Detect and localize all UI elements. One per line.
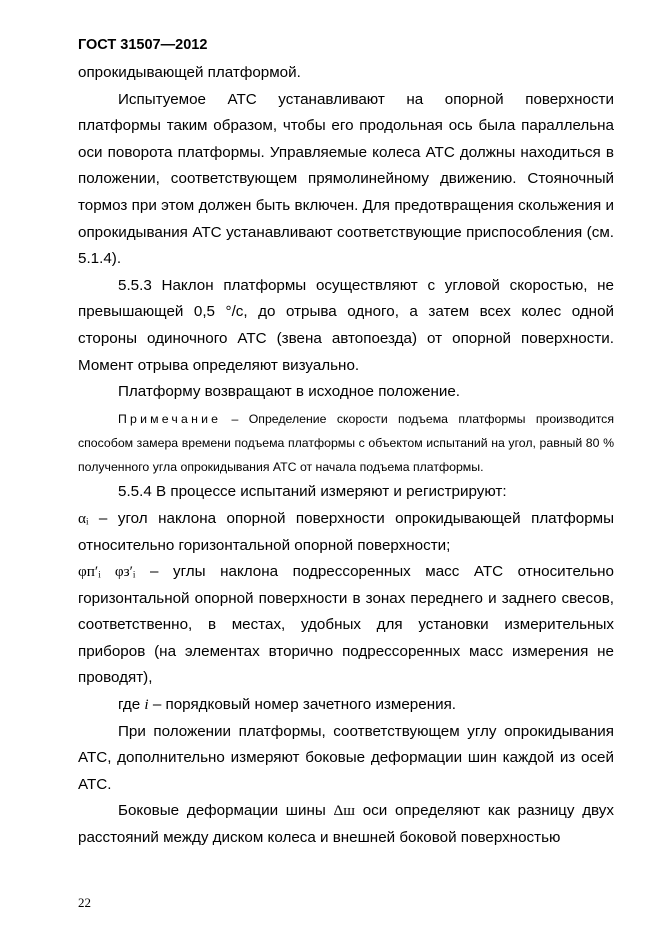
index-symbol: i xyxy=(144,696,149,714)
note-label: Примечание xyxy=(118,411,222,426)
deformation-definition: оси определяют как разницу двух расстояний между диском колеса и внешней боковой поверхностью xyxy=(78,802,614,847)
paragraph-alpha xyxy=(78,506,614,559)
note-text: – Определение скорости подъема платформы производится способом замера времени подъема платформы с объектом испытаний на угол, равный 80 % полученного угла опрокидывания АТС от начала подъема платформы. xyxy=(78,411,614,475)
paragraph-continuation: опрокидывающей платформой. xyxy=(78,64,301,81)
page-number: 22 xyxy=(78,895,91,910)
paragraph-5-5-4: 5.5.4 В процессе испытаний измеряют и регистрируют: xyxy=(118,483,507,501)
index-prefix: где xyxy=(118,696,145,714)
index-definition: – порядковый номер зачетного измерения. xyxy=(148,696,457,714)
alpha-symbol: αᵢ xyxy=(78,509,89,527)
paragraph-5-5-3: 5.5.3 Наклон платформы осуществляют с угловой скоростью, не превышающей 0,5 °/с, до отрыва одного, а затем всех колес одной стороны одиночного АТС (звена автопоезда) от опорной поверхности. Момент отрыва определяют визуально. xyxy=(78,276,614,374)
paragraph-index-i xyxy=(78,692,614,719)
document-header: ГОСТ 31507—2012 xyxy=(78,37,208,53)
delta-symbol: Δш xyxy=(333,802,355,820)
paragraph-platform-return: Платформу возвращают в исходное положение. xyxy=(118,383,460,401)
paragraph-phi xyxy=(78,559,614,692)
paragraph-tire-measurement: При положении платформы, соответствующем углу опрокидывания АТС, дополнительно измеряют боковые деформации шин каждой из осей АТС. xyxy=(78,722,614,793)
phi-definition: – углы наклона подрессоренных масс АТС относительно горизонтальной опорной поверхности в зонах переднего и заднего свесов, соответственно, в местах, удобных для установки измерительных приборов (на элементах вторично подрессоренных масс измерения не проводят), xyxy=(78,563,614,687)
deformation-prefix: Боковые деформации шины xyxy=(118,802,334,820)
paragraph-vehicle-placement: Испытуемое АТС устанавливают на опорной поверхности платформы таким образом, чтобы его продольная ось была параллельна оси поворота платформы. Управляемые колеса АТС должны находиться в положении, соответствующем прямолинейному движению. Стояночный тормоз при этом должен быть включен. Для предотвращения скольжения и опрокидывания АТС устанавливают соответствующие приспособления (см. 5.1.4). xyxy=(78,90,614,268)
paragraph-tire-deformation xyxy=(78,798,614,851)
page-body xyxy=(78,60,614,852)
note-paragraph xyxy=(78,407,614,480)
phi-symbols: φп′ᵢ φз′ᵢ xyxy=(78,563,136,581)
alpha-definition: – угол наклона опорной поверхности опрокидывающей платформы относительно горизонтальной опорной поверхности; xyxy=(78,509,614,554)
